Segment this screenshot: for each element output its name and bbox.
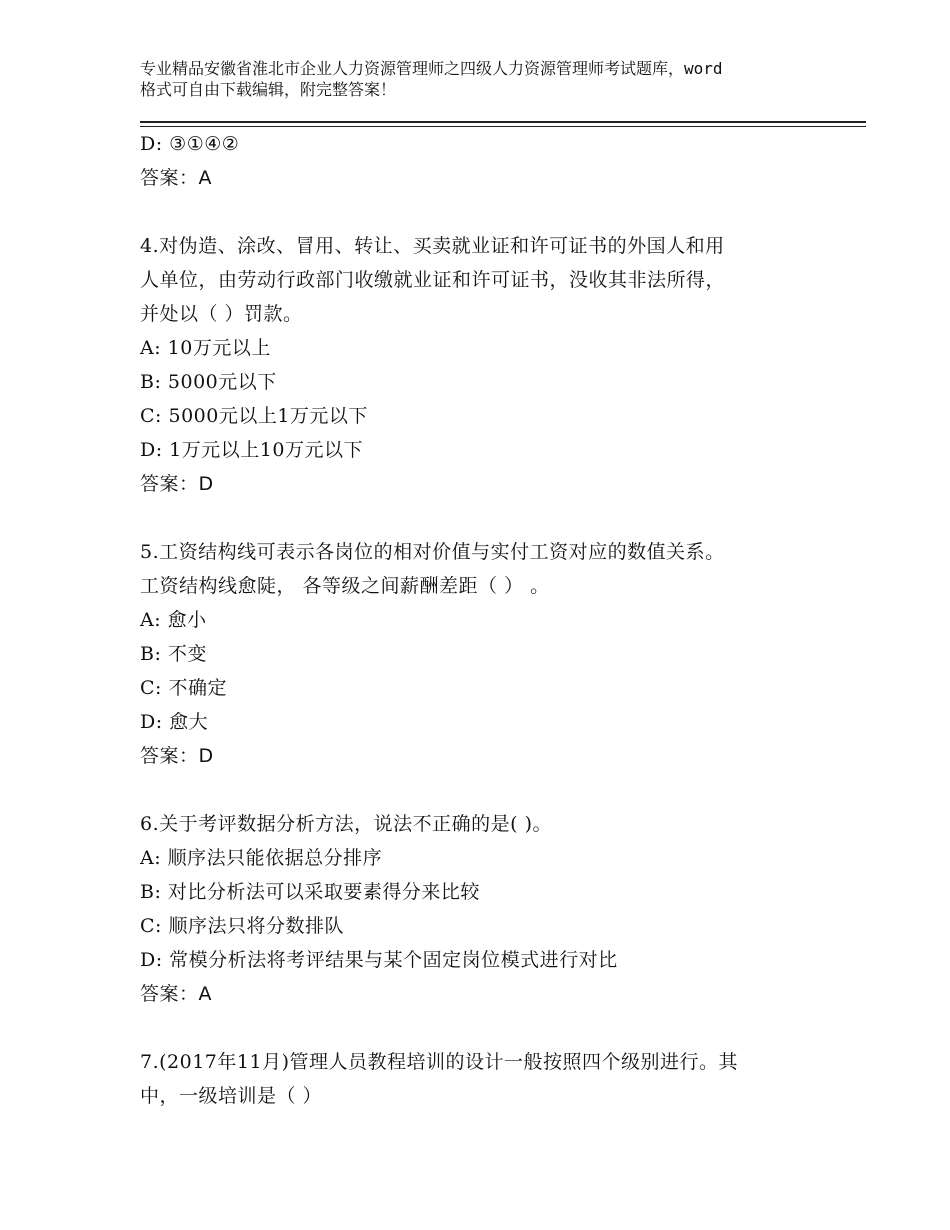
document-body	[140, 127, 820, 1113]
option-a: A: 愈小	[140, 609, 207, 631]
document-header	[140, 58, 830, 100]
option-d: D: ③①④②	[140, 133, 240, 155]
question-stem-line: 并处以（ ）罚款。	[140, 303, 303, 325]
option-a: A: 顺序法只能依据总分排序	[140, 847, 383, 869]
option-d: D: 常模分析法将考评结果与某个固定岗位模式进行对比	[140, 949, 618, 971]
option-c: C: 5000元以上1万元以下	[140, 405, 368, 427]
answer: 答案：A	[140, 983, 212, 1005]
spacer	[140, 195, 820, 229]
question-stem-line: 工资结构线愈陡， 各等级之间薪酬差距（ ） 。	[140, 575, 550, 597]
answer: 答案：A	[140, 167, 212, 189]
option-d: D: 1万元以上10万元以下	[140, 439, 363, 461]
header-line-2: 格式可自由下载编辑，附完整答案！	[140, 80, 397, 99]
option-d: D: 愈大	[140, 711, 209, 733]
answer: 答案：D	[140, 473, 214, 495]
question-4	[140, 229, 820, 501]
option-b: B: 5000元以下	[140, 371, 277, 393]
question-5	[140, 535, 820, 773]
question-stem-line: 6.关于考评数据分析方法，说法不正确的是( )。	[140, 813, 552, 835]
header-rule-thick	[140, 121, 866, 123]
option-b: B: 对比分析法可以采取要素得分来比较	[140, 881, 480, 903]
question-stem-line: 人单位，由劳动行政部门收缴就业证和许可证书，没收其非法所得，	[140, 269, 726, 291]
question-stem-line: 7.(2017年11月)管理人员教程培训的设计一般按照四个级别进行。其	[140, 1051, 738, 1073]
header-line-1: 专业精品安徽省淮北市企业人力资源管理师之四级人力资源管理师考试题库，word	[140, 59, 723, 78]
option-c: C: 不确定	[140, 677, 227, 699]
answer: 答案：D	[140, 745, 214, 767]
spacer	[140, 773, 820, 807]
option-b: B: 不变	[140, 643, 207, 665]
option-c: C: 顺序法只将分数排队	[140, 915, 344, 937]
spacer	[140, 1011, 820, 1045]
previous-question-tail	[140, 127, 820, 195]
question-stem-line: 中，一级培训是（ ）	[140, 1085, 323, 1107]
question-7	[140, 1045, 820, 1113]
spacer	[140, 501, 820, 535]
question-stem-line: 5.工资结构线可表示各岗位的相对价值与实付工资对应的数值关系。	[140, 541, 725, 563]
question-stem-line: 4.对伪造、涂改、冒用、转让、买卖就业证和许可证书的外国人和用	[140, 235, 725, 257]
question-6	[140, 807, 820, 1011]
option-a: A: 10万元以上	[140, 337, 271, 359]
